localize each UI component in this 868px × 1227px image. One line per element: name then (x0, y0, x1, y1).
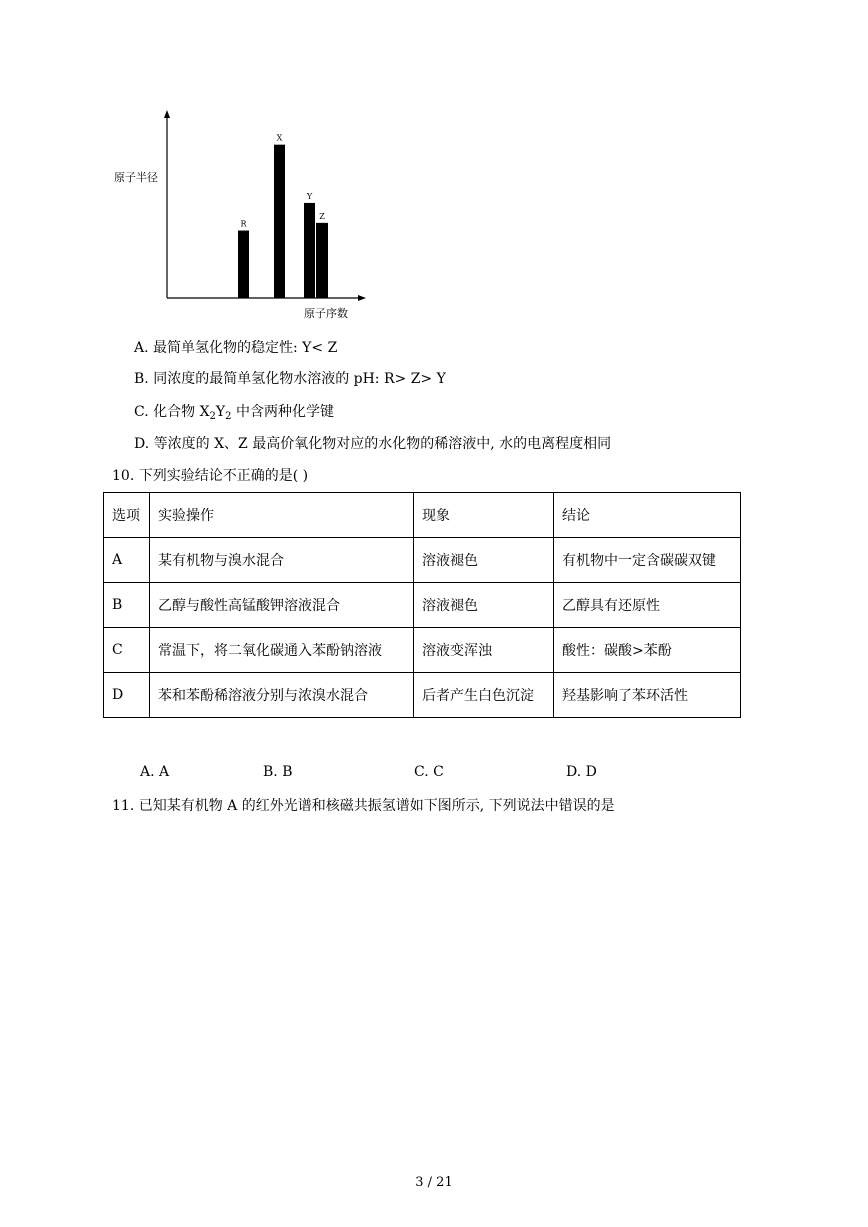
q11-stem: 11. 已知某有机物 A 的红外光谱和核磁共振氢谱如下图所示, 下列说法中错误的是 (112, 798, 615, 814)
q9-option-c-sub2: 2 (225, 411, 232, 422)
cell: 溶液褪色 (414, 583, 554, 628)
cell: 酸性：碳酸>苯酚 (554, 628, 741, 673)
cell: 羟基影响了苯环活性 (554, 673, 741, 718)
q9-option-d: D. 等浓度的 X、Z 最高价氧化物对应的水化物的稀溶液中, 水的电离程度相同 (134, 436, 612, 452)
bar-label-x: X (276, 133, 283, 143)
header-operation: 实验操作 (150, 493, 414, 538)
q9-option-c (134, 403, 334, 421)
cell: 某有机物与溴水混合 (150, 538, 414, 583)
bar-r (238, 231, 249, 298)
table-row (104, 583, 741, 628)
cell: 乙醇与酸性高锰酸钾溶液混合 (150, 583, 414, 628)
q10-answer-b: B. B (263, 764, 293, 780)
header-conclusion: 结论 (554, 493, 741, 538)
cell: 苯和苯酚稀溶液分别与浓溴水混合 (150, 673, 414, 718)
cell: D (104, 673, 150, 718)
q9-option-b: B. 同浓度的最简单氢化物水溶液的 pH: R> Z> Y (134, 371, 446, 387)
q10-answer-a: A. A (140, 764, 170, 780)
bar-label-r: R (240, 219, 247, 229)
header-option: 选项 (104, 493, 150, 538)
q9-option-c-sub1: 2 (209, 411, 216, 422)
q9-option-c-suffix: 中含两种化学键 (231, 404, 334, 420)
q10-table (103, 492, 741, 718)
header-phenomenon: 现象 (414, 493, 554, 538)
q9-option-c-mid: Y (215, 404, 226, 420)
page-number: 3 / 21 (415, 1175, 453, 1190)
q10-answer-c: C. C (414, 764, 444, 780)
q10-answer-d: D. D (566, 764, 597, 780)
y-axis-label: 原子半径 (114, 171, 158, 184)
table-header-row (104, 493, 741, 538)
table-row (104, 673, 741, 718)
q9-option-c-prefix: C. 化合物 X (134, 404, 210, 420)
atomic-radius-chart (100, 100, 380, 330)
table-row (104, 538, 741, 583)
bar-z (316, 223, 328, 298)
bar-label-z: Z (319, 211, 325, 221)
cell: 溶液变浑浊 (414, 628, 554, 673)
bar-label-y: Y (306, 191, 313, 201)
cell: C (104, 628, 150, 673)
q10-stem: 10. 下列实验结论不正确的是( ) (112, 468, 309, 484)
bar-x (274, 145, 285, 298)
cell: 乙醇具有还原性 (554, 583, 741, 628)
cell: 后者产生白色沉淀 (414, 673, 554, 718)
q9-option-a: A. 最简单氢化物的稳定性: Y< Z (134, 340, 338, 356)
x-axis-label: 原子序数 (304, 307, 348, 320)
y-axis-arrow (164, 110, 170, 118)
cell: 溶液褪色 (414, 538, 554, 583)
bar-y (304, 203, 315, 298)
cell: A (104, 538, 150, 583)
table-row (104, 628, 741, 673)
cell: 常温下，将二氧化碳通入苯酚钠溶液 (150, 628, 414, 673)
cell: 有机物中一定含碳碳双键 (554, 538, 741, 583)
cell: B (104, 583, 150, 628)
x-axis-arrow (358, 295, 366, 301)
